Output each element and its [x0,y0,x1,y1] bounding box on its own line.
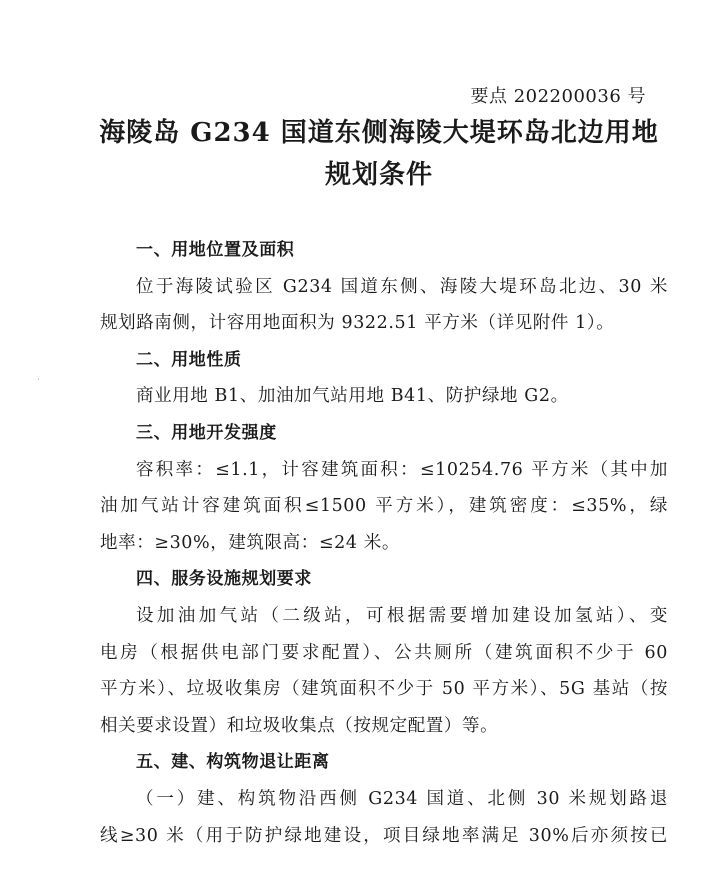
section-heading-location: 一、用地位置及面积 [136,240,295,260]
margin-mark [38,378,39,380]
body-line: 容积率：≤1.1，计容建筑面积：≤10254.76 平方米（其中加 [136,459,668,480]
body-line: 平方米）、垃圾收集房（建筑面积不少于 50 平方米）、5G 基站（按 [100,679,668,700]
section-heading-land-use: 二、用地性质 [136,349,242,370]
body-line: 相关要求设置）和垃圾收集点（按规定配置）等。 [100,715,499,736]
title-line-2: 规划条件 [324,160,433,190]
body-line: 线≥30 米（用于防护绿地建设，项目绿地率满足 30%后亦须按已 [100,825,668,846]
document-title [80,112,678,196]
body-line: 规划路南侧，计容用地面积为 9322.51 平方米（详见附件 1）。 [100,313,615,334]
section-body-setback [100,781,668,854]
title-line-1: 海陵岛 G234 国道东侧海陵大堤环岛北边用地 [99,118,659,148]
section-heading-intensity: 三、用地开发强度 [136,422,277,443]
document-body [100,232,668,854]
body-line: （一）建、构筑物沿西侧 G234 国道、北侧 30 米规划路退 [136,788,668,809]
body-line: 设加油加气站（二级站，可根据需要增加建设加氢站）、变 [136,605,668,626]
document-number: 要点 202200036 号 [470,86,646,107]
section-body-intensity [100,452,668,562]
body-line: 商业用地 B1、加油加气站用地 B41、防护绿地 G2。 [136,386,569,407]
section-body-facilities [100,598,668,744]
body-line: 油加气站计容建筑面积≤1500 平方米），建筑密度：≤35%，绿 [100,496,668,517]
section-body-location [100,269,668,342]
section-heading-setback: 五、建、构筑物退让距离 [136,752,330,773]
section-body-land-use [100,378,668,415]
body-line: 电房（根据供电部门要求配置）、公共厕所（建筑面积不少于 60 [100,642,668,663]
body-line: 位于海陵试验区 G234 国道东侧、海陵大堤环岛北边、30 米 [136,276,668,297]
body-line: 地率：≥30%，建筑限高：≤24 米。 [100,532,400,553]
section-heading-facilities: 四、服务设施规划要求 [136,569,312,590]
